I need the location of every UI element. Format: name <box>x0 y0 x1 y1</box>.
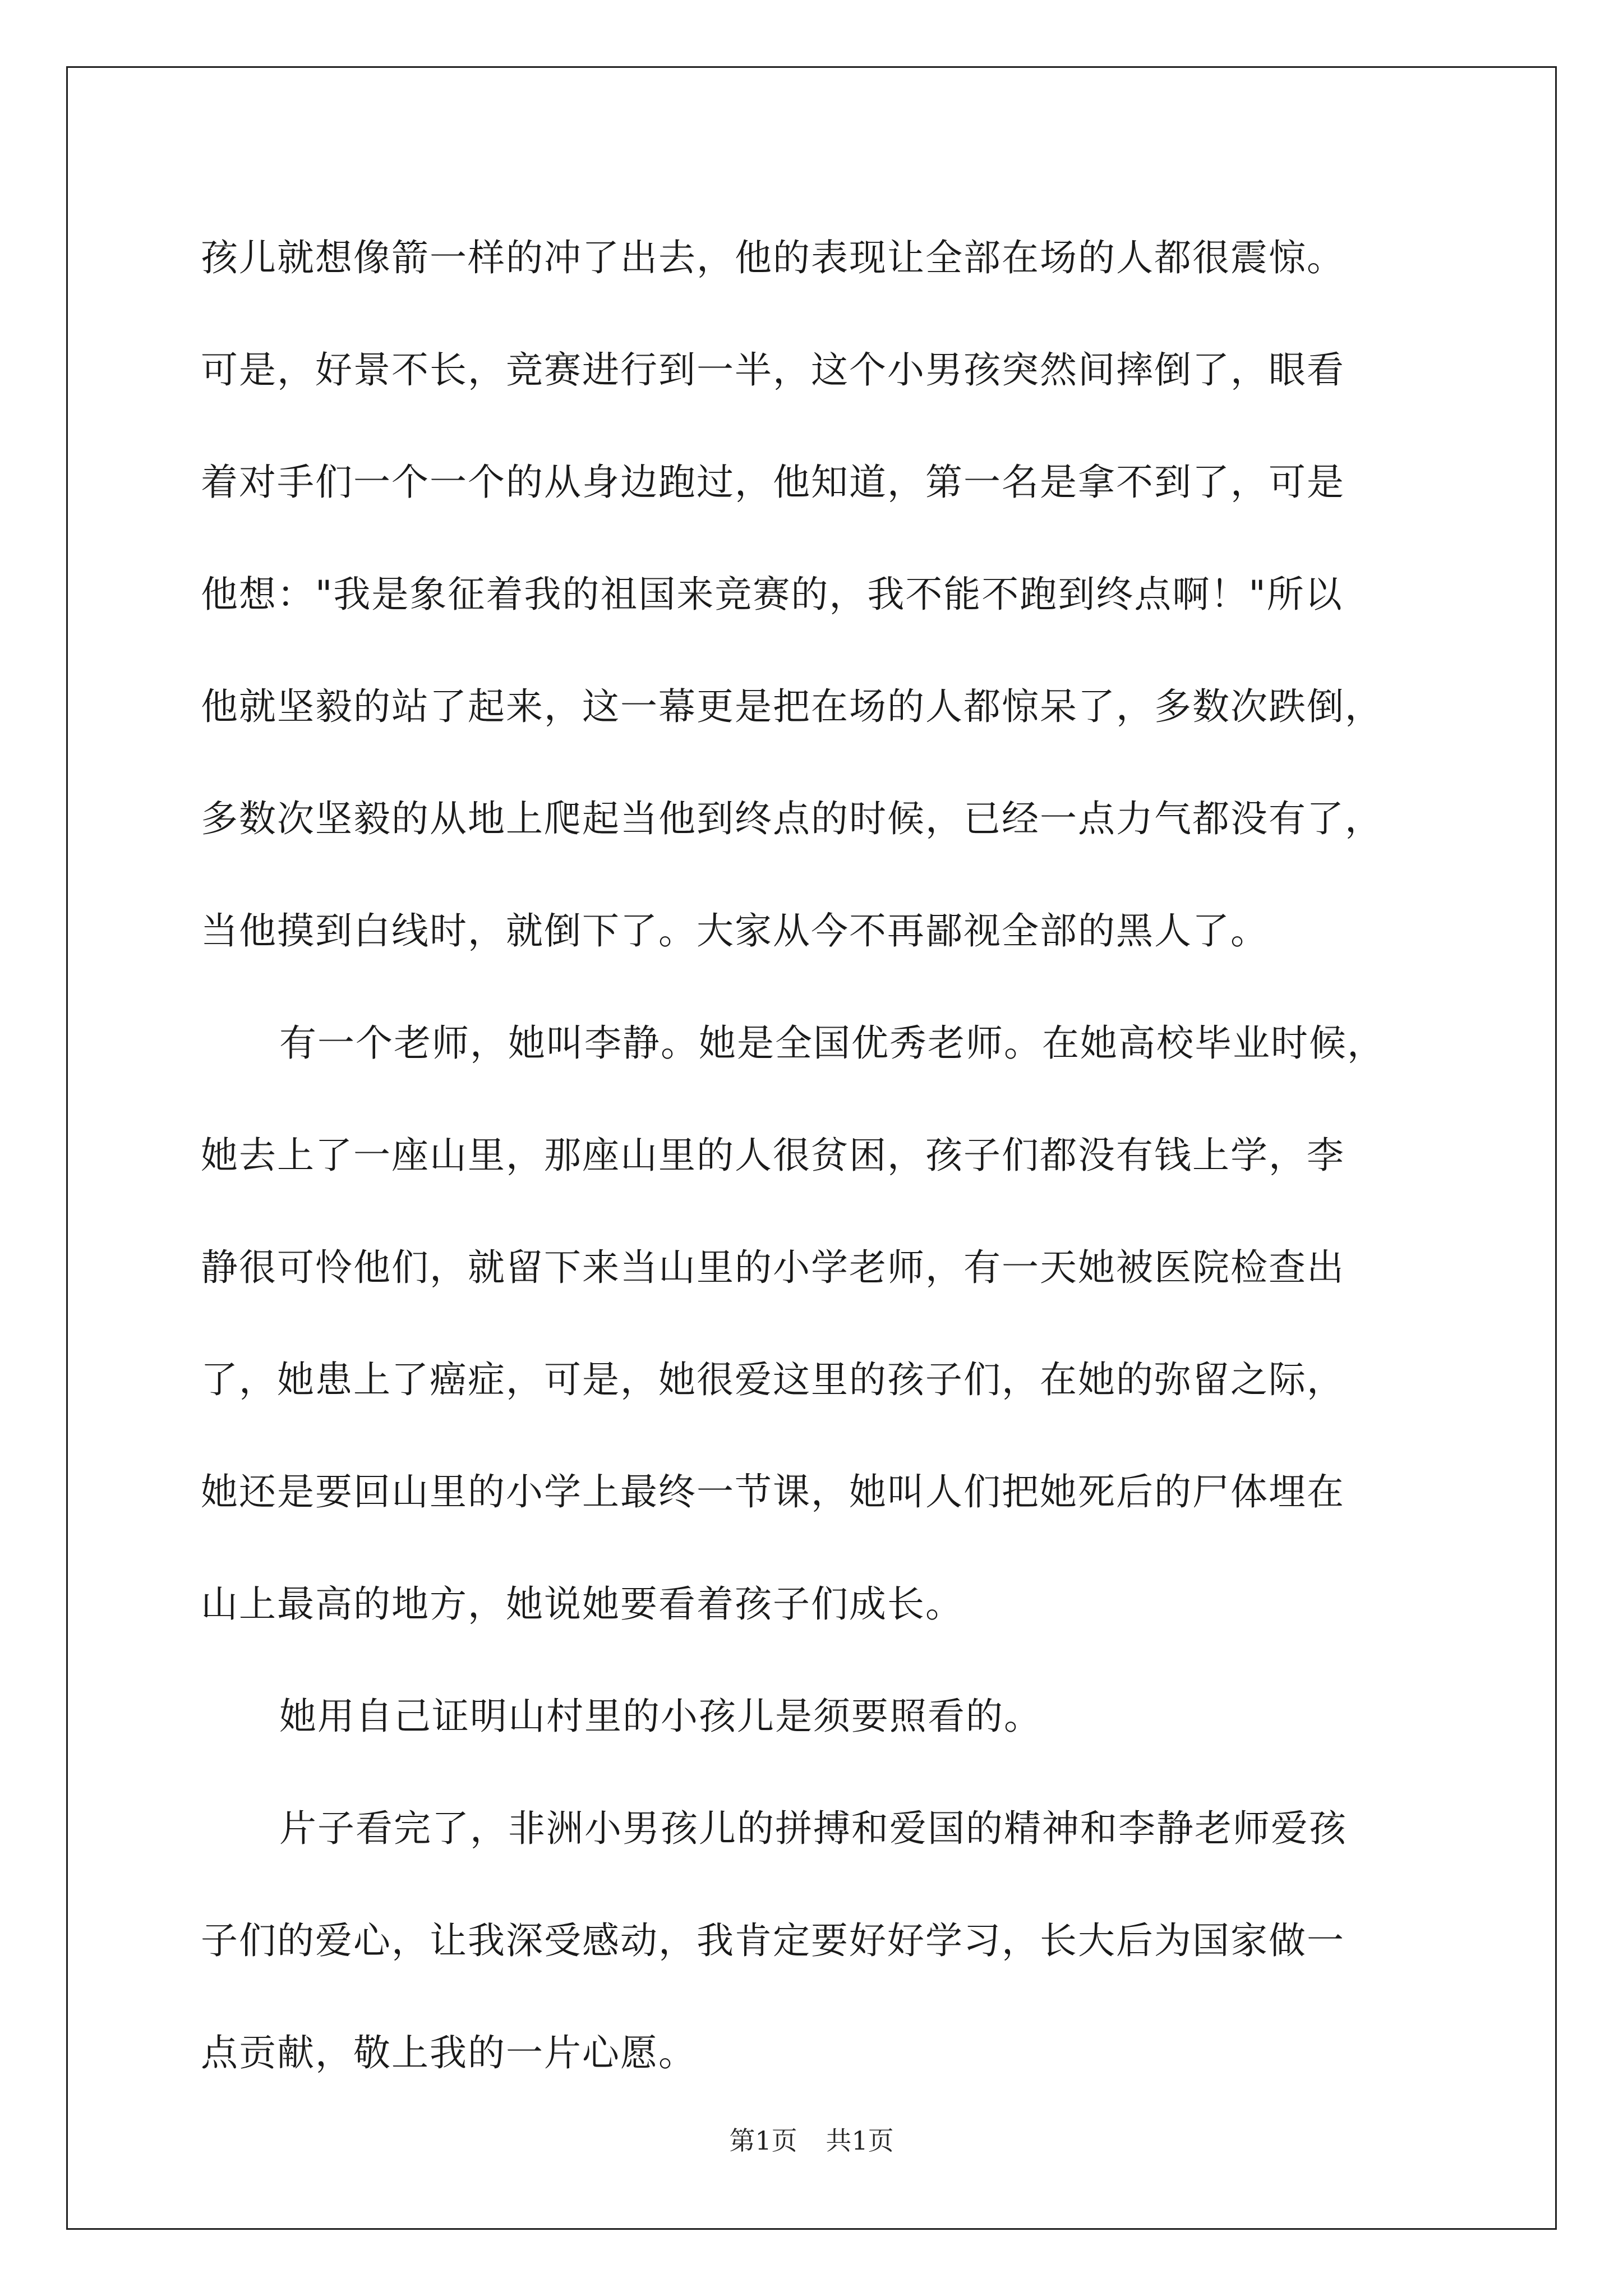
text-line: 孩儿就想像箭一样的冲了出去，他的表现让全部在场的人都很震惊。 <box>201 236 1345 279</box>
paragraph-start-line: 有一个老师，她叫李静。她是全国优秀老师。在她高校毕业时候， <box>279 1022 1385 1065</box>
text-line: 可是，好景不长，竞赛进行到一半，这个小男孩突然间摔倒了，眼看 <box>201 348 1345 392</box>
text-line: 点贡献，敬上我的一片心愿。 <box>201 2031 697 2074</box>
page-number: 第1页 <box>729 2125 797 2156</box>
paragraph-start-line: 片子看完了，非洲小男孩儿的拼搏和爱国的精神和李静老师爱孩 <box>279 1807 1347 1850</box>
paragraph-start-line: 她用自己证明山村里的小孩儿是须要照看的。 <box>279 1695 1042 1738</box>
text-line: 他就坚毅的站了起来，这一幕更是把在场的人都惊呆了，多数次跌倒， <box>201 685 1383 728</box>
text-line: 她还是要回山里的小学上最终一节课，她叫人们把她死后的尸体埋在 <box>201 1470 1345 1513</box>
text-line: 多数次坚毅的从地上爬起当他到终点的时候，已经一点力气都没有了， <box>201 797 1383 840</box>
text-line: 他想："我是象征着我的祖国来竞赛的，我不能不跑到终点啊！"所以 <box>201 573 1343 616</box>
text-line: 当他摸到白线时，就倒下了。大家从今不再鄙视全部的黑人了。 <box>201 909 1269 953</box>
text-line: 山上最高的地方，她说她要看着孩子们成长。 <box>201 1582 963 1626</box>
document-body <box>201 202 1435 2109</box>
text-line: 子们的爱心，让我深受感动，我肯定要好好学习，长大后为国家做一 <box>201 1919 1345 1962</box>
page-footer <box>0 2120 1623 2157</box>
text-line: 她去上了一座山里，那座山里的人很贫困，孩子们都没有钱上学，李 <box>201 1134 1345 1177</box>
text-line: 了，她患上了癌症，可是，她很爱这里的孩子们，在她的弥留之际， <box>201 1358 1345 1401</box>
text-line: 着对手们一个一个的从身边跑过，他知道，第一名是拿不到了，可是 <box>201 461 1345 504</box>
page-total: 共1页 <box>826 2125 894 2156</box>
text-line: 静很可怜他们，就留下来当山里的小学老师，有一天她被医院检查出 <box>201 1246 1345 1289</box>
